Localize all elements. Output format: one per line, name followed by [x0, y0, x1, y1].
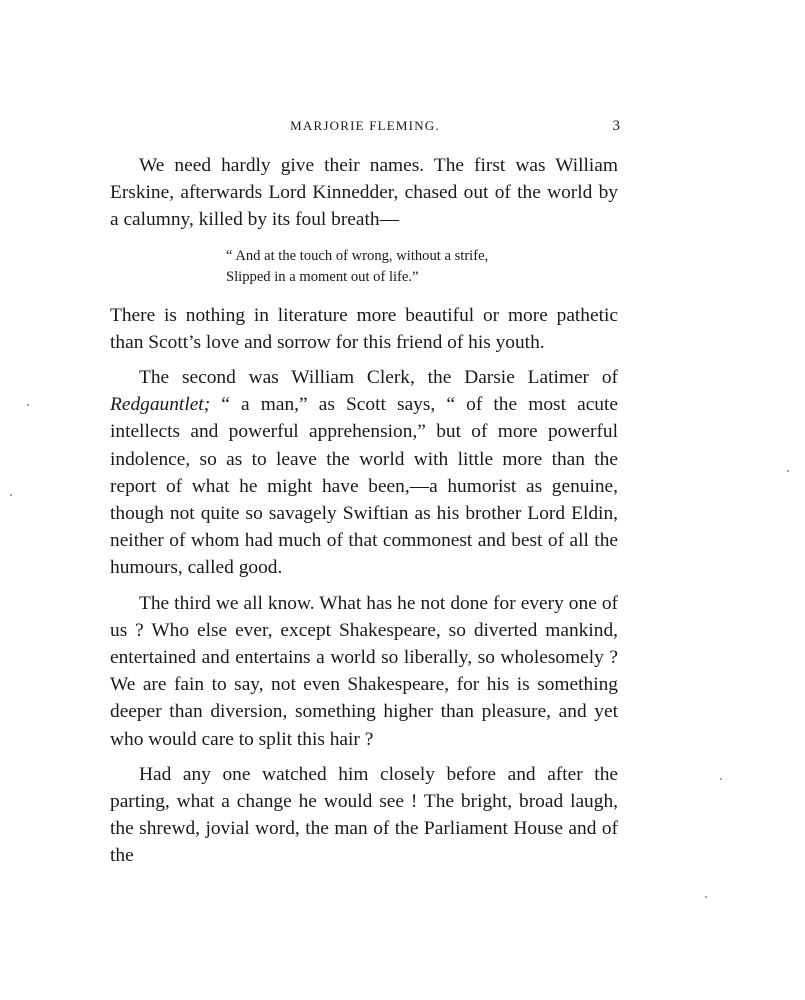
- book-title-redgauntlet: Redgauntlet;: [110, 394, 211, 416]
- paragraph-1: We need hardly give their names. The first was William Erskine, afterwards Lord Kinnedder, chased out of the world by a calumny, killed by its foul breath—: [110, 155, 618, 231]
- quote-line-2: Slipped in a moment out of life.”: [226, 268, 419, 285]
- paragraph-5: Had any one watched him closely before and after the parting, what a change he would see ! The bright, broad laugh, the shrewd, jovial word, the man of the Parliament House and of the: [110, 763, 618, 867]
- quote-line-1: “ And at the touch of wrong, without a strife,: [226, 247, 489, 264]
- paragraph-3-text-b: “ a man,” as Scott says, “ of the most acute intellects and powerful apprehension,” but of more powerful indolence, so as to leave the world with little more than the report of what he might have been,—a humorist as genuine, though not quite so savagely Swiftian as his brother Lord Eldin, neither of whom had much of that commonest and best of all the humours, called good.: [110, 394, 618, 579]
- paper-speck: [10, 494, 12, 496]
- paper-speck: [720, 778, 722, 780]
- running-head: [110, 118, 620, 138]
- paper-speck: [705, 896, 707, 898]
- paragraph-4: The third we all know. What has he not done for every one of us ? Who else ever, except Shakespeare, so diverted mankind, entertained and entertains a world so liberally, so wholesomely ? We are fain to say, not even Shakespeare, for his is something deeper than diversion, something higher than pleasure, and yet who would care to split this hair ?: [110, 592, 618, 750]
- verse-quote: [226, 246, 618, 288]
- body-text: [110, 152, 618, 870]
- paper-speck: [27, 404, 29, 406]
- paragraph-2: There is nothing in literature more beautiful or more pathetic than Scott’s love and sorrow for this friend of his youth.: [110, 304, 618, 353]
- page-number: 3: [612, 118, 620, 134]
- running-title: MARJORIE FLEMING.: [290, 118, 440, 133]
- paragraph-3: [110, 364, 618, 582]
- paper-speck: [787, 470, 789, 472]
- paragraph-3-text-a: The second was William Clerk, the Darsie Latimer of: [139, 367, 618, 389]
